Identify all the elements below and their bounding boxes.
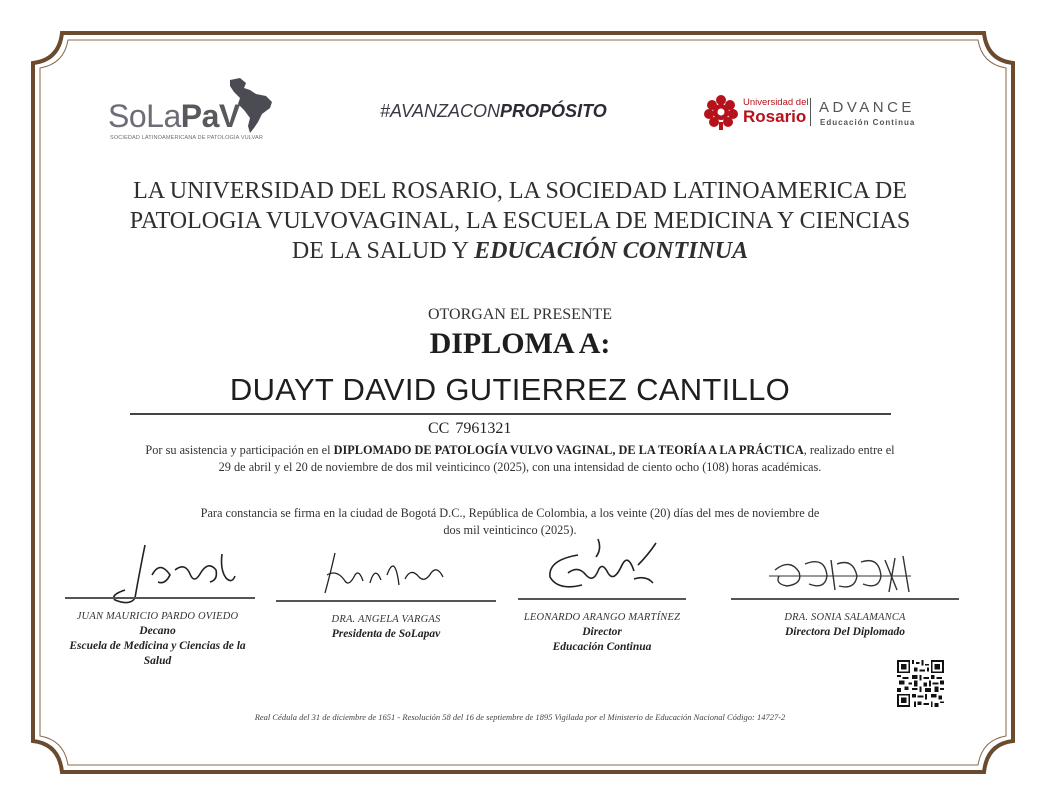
rosario-advance-logo <box>703 92 923 132</box>
signer-name: JUAN MAURICIO PARDO OVIEDO <box>76 610 239 622</box>
legal-footer: Real Cédula del 31 de diciembre de 1651 - Resolución 58 del 16 de septiembre de 1895 Vigilada por el Ministerio de Educación Nacional Código: 14727-2 <box>254 712 786 722</box>
signer-title: Presidenta de SoLapav <box>331 627 441 640</box>
diploma-body: Por su asistencia y participación en el DIPLOMADO DE PATOLOGÍA VULVO VAGINAL, DE LA TEORÍA A LA PRÁCTICA, realizado entre el 29 de abril y el 20 de noviembre de dos mil veinticinco (2025), con una intensidad de ciento ocho (108) horas académicas. <box>145 443 895 474</box>
solapav-subtitle: SOCIEDAD LATINOAMERICANA DE PATOLOGÍA VULVAR <box>110 135 263 141</box>
advance-subtitle: Educación Continua <box>820 118 916 127</box>
signature-block-director <box>518 598 686 655</box>
recipient-id <box>428 420 511 438</box>
id-number: 7961321 <box>455 420 512 437</box>
institution-code: 14727-2 <box>756 712 786 722</box>
campaign-hashtag: #AVANZACONPROPÓSITO <box>380 101 607 121</box>
signature-line <box>276 600 496 602</box>
signature-3-scribble <box>538 535 668 600</box>
signer-name: DRA. SONIA SALAMANCA <box>784 611 906 623</box>
signature-block-president <box>276 600 496 642</box>
recipient-underline <box>130 413 891 415</box>
rosario-big-text: Rosario <box>743 107 807 126</box>
program-name: DIPLOMADO DE PATOLOGÍA VULVO VAGINAL, DE LA TEORÍA A LA PRÁCTICA <box>333 443 804 457</box>
signature-line <box>65 597 255 599</box>
rosario-crest-icon <box>703 92 739 130</box>
issuers-statement: LA UNIVERSIDAD DEL ROSARIO, LA SOCIEDAD LATINOAMERICA DE PATOLOGIA VULVOVAGINAL, LA ESCUELA DE MEDICINA Y CIENCIAS DE LA SALUD Y EDUCACIÓN CONTINUA <box>129 178 911 264</box>
qr-code-icon <box>897 660 944 707</box>
solapav-logo <box>108 78 288 148</box>
grant-lead: OTORGAN EL PRESENTE <box>428 306 612 323</box>
signature-line <box>731 598 959 600</box>
signer-name: LEONARDO ARANGO MARTÍNEZ <box>523 611 681 623</box>
signer-title: Directora Del Diplomado <box>784 625 906 638</box>
signer-title: Director <box>582 625 622 638</box>
recipient-name: DUAYT DAVID GUTIERREZ CANTILLO <box>229 372 791 407</box>
signer-unit: Escuela de Medicina y Ciencias de la Salud <box>69 639 246 667</box>
id-label: CC <box>428 420 450 437</box>
signer-name: DRA. ANGELA VARGAS <box>331 613 441 625</box>
advance-text: ADVANCE <box>819 99 915 116</box>
solapav-brand: SoLaPaV <box>108 98 240 134</box>
signature-2-scribble <box>315 545 455 600</box>
latin-america-map-icon <box>226 78 276 134</box>
diploma-title: DIPLOMA A: <box>429 327 611 360</box>
signer-unit: Educación Continua <box>552 640 652 653</box>
constancia-text: Para constancia se firma en la ciudad de Bogotá D.C., República de Colombia, a los veinte (20) días del mes de noviembre de dos mil veinticinco (2025). <box>200 506 820 537</box>
signature-block-dean <box>55 597 260 669</box>
signer-title: Decano <box>139 624 176 637</box>
signature-line <box>518 598 686 600</box>
signature-block-program-director <box>731 598 959 640</box>
rosario-small-text: Universidad del <box>743 97 809 108</box>
logo-divider <box>810 98 811 126</box>
signature-4-scribble <box>765 550 915 598</box>
